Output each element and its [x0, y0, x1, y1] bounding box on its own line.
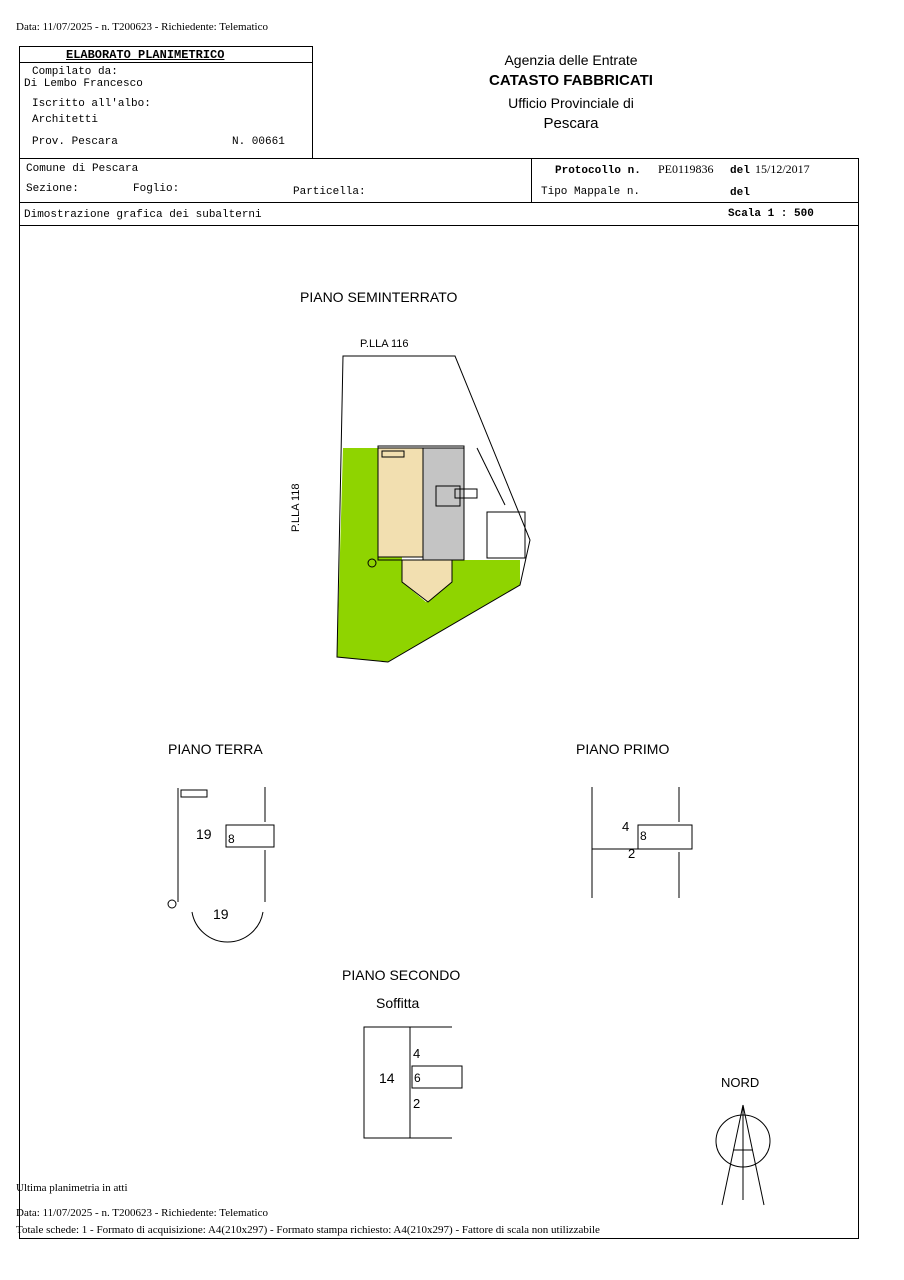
iscritto-value: Architetti	[32, 114, 99, 126]
plla118-label: P.LLA 118	[290, 483, 302, 532]
scala-label: Scala 1 : 500	[728, 208, 814, 220]
numero-label: N. 00661	[232, 136, 285, 148]
protocollo-value: PE0119836	[658, 162, 714, 176]
del1-value: 15/12/2017	[755, 162, 810, 176]
dimostrazione-label: Dimostrazione grafica dei subalterni	[24, 209, 262, 221]
agency-line4: Pescara	[543, 115, 599, 132]
secondo-number: 6	[414, 1071, 421, 1085]
terra-number: 8	[228, 832, 235, 846]
top-header: Data: 11/07/2025 - n. T200623 - Richiedente: Telematico	[16, 21, 268, 33]
soffitta-label: Soffitta	[376, 995, 420, 1011]
del1-label: del	[730, 165, 750, 177]
seminterrato-plan	[337, 356, 530, 662]
sezione-label: Sezione:	[26, 183, 79, 195]
footer-data: Data: 11/07/2025 - n. T200623 - Richiedente: Telematico	[16, 1207, 268, 1219]
secondo-number: 14	[379, 1070, 395, 1086]
iscritto-label: Iscritto all'albo:	[32, 98, 151, 110]
elaborato-title: ELABORATO PLANIMETRICO	[66, 48, 225, 62]
compilato-name: Di Lembo Francesco	[24, 78, 143, 90]
north-arrow-icon	[716, 1105, 770, 1205]
primo-number: 2	[628, 846, 636, 861]
nord-label: NORD	[721, 1075, 760, 1090]
del2-label: del	[730, 187, 750, 199]
beige-unit	[378, 448, 423, 557]
grey-unit	[423, 448, 464, 560]
protocollo-label: Protocollo n.	[555, 165, 641, 177]
agency-line2: CATASTO FABBRICATI	[489, 72, 653, 89]
secondo-number: 2	[413, 1096, 421, 1111]
compilato-label: Compilato da:	[32, 66, 118, 78]
secondo-title: PIANO SECONDO	[342, 967, 461, 983]
primo-number: 4	[622, 819, 630, 834]
primo-title: PIANO PRIMO	[576, 741, 670, 757]
ultima-planimetria: Ultima planimetria in atti	[16, 1182, 128, 1194]
terra-number: 19	[213, 906, 229, 922]
seminterrato-title: PIANO SEMINTERRATO	[300, 289, 458, 305]
footer-totale: Totale schede: 1 - Formato di acquisizione: A4(210x297) - Formato stampa richiesto: A4(210x297) - Fattore di scala non utilizzabile	[16, 1224, 600, 1236]
agency-line1: Agenzia delle Entrate	[504, 52, 638, 68]
plla116-label: P.LLA 116	[360, 338, 409, 350]
prov-label: Prov. Pescara	[32, 136, 118, 148]
terra-number: 19	[196, 826, 212, 842]
foglio-label: Foglio:	[133, 183, 180, 195]
tipo-mappale-label: Tipo Mappale n.	[541, 186, 641, 198]
agency-line3: Ufficio Provinciale di	[508, 95, 634, 111]
secondo-number: 4	[413, 1046, 421, 1061]
comune-label: Comune di Pescara	[26, 163, 139, 175]
terra-title: PIANO TERRA	[168, 741, 263, 757]
primo-number: 8	[640, 829, 647, 843]
particella-label: Particella:	[293, 186, 366, 198]
